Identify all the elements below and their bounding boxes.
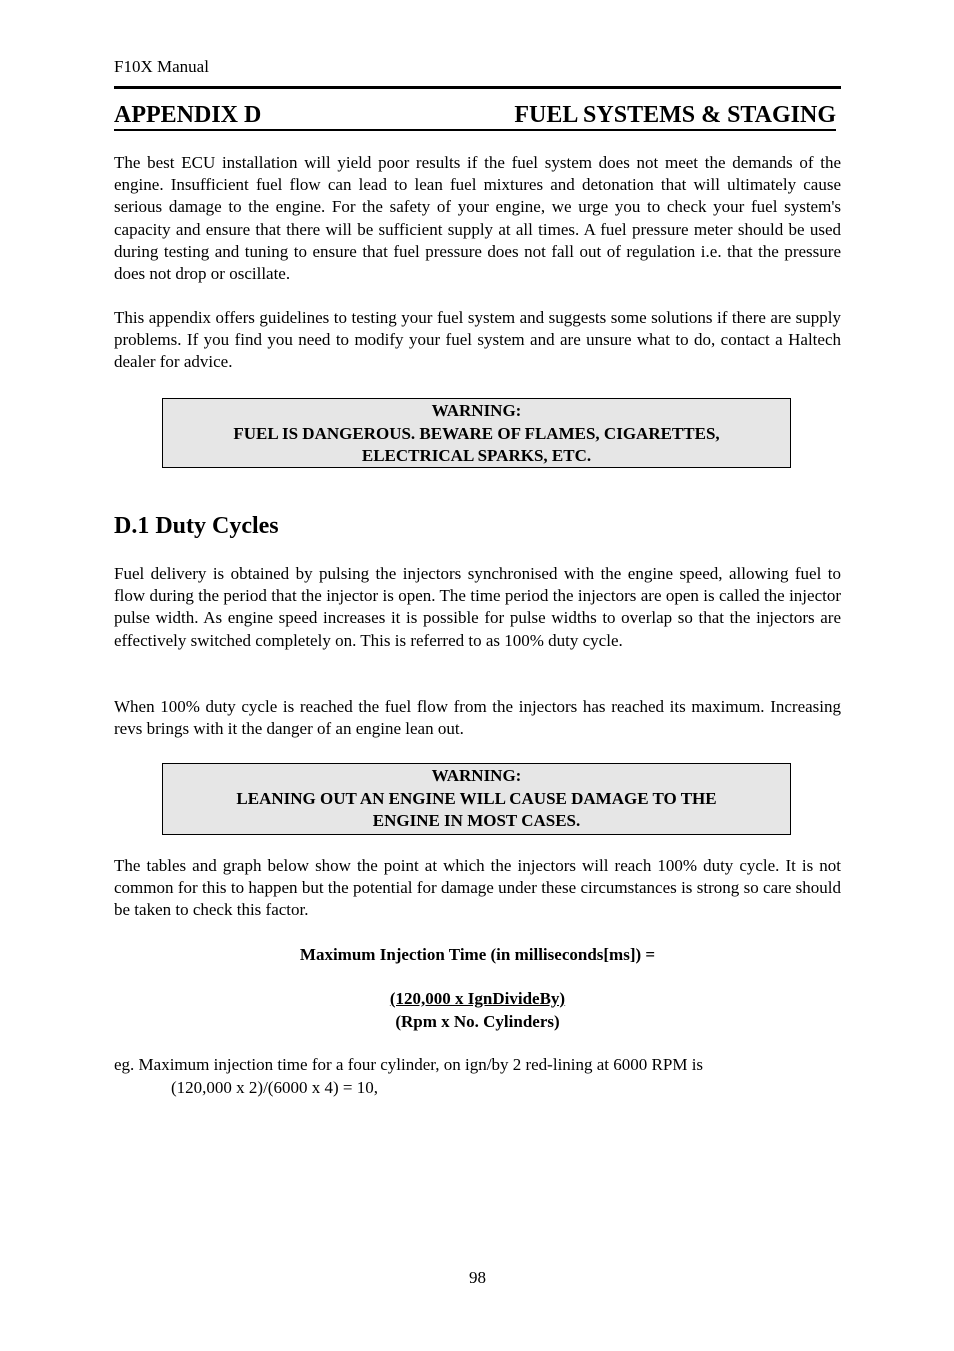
page-number: 98 — [469, 1268, 486, 1287]
example-line-2: (120,000 x 2)/(6000 x 4) = 10, — [171, 1077, 378, 1097]
example-calculation — [114, 1054, 841, 1099]
warning-heading: WARNING: — [431, 766, 522, 785]
warning-box-fuel — [162, 398, 791, 468]
formula-denominator: (Rpm x No. Cylinders) — [395, 1011, 560, 1031]
intro-paragraph-1: The best ECU installation will yield poor results if the fuel system does not meet the demands of the engine. Insufficient fuel flow can lead to lean fuel mixtures and detonation that will ultimately cause serious damage to the engine. For the safety of your engine, we urge you to check your fuel system's capacity and ensure that there will be sufficient supply at all times. A fuel pressure meter should be used during testing and tuning to ensure that fuel pressure does not fall out of regulation i.e. that the pressure does not drop or oscillate. — [114, 153, 841, 284]
duty-cycle-paragraph-1: Fuel delivery is obtained by pulsing the injectors synchronised with the engine speed, allowing fuel to flow during the period that the injector is open. The time period the injectors are open is called the injector pulse width. As engine speed increases it is possible for pulse widths to overlap so that the injectors are effectively switched completely on. This is referred to as 100% duty cycle. — [114, 564, 841, 650]
appendix-label: APPENDIX D — [114, 102, 262, 128]
formula-numerator: (120,000 x IgnDivideBy) — [389, 989, 566, 1008]
formula-label: Maximum Injection Time (in milliseconds[ms]) = — [299, 945, 656, 964]
header-rule — [114, 86, 841, 89]
running-header: F10X Manual — [114, 57, 209, 76]
warning-heading: WARNING: — [431, 401, 522, 420]
warning-line: ENGINE IN MOST CASES. — [372, 811, 581, 830]
example-line-1: eg. Maximum injection time for a four cylinder, on ign/by 2 red-lining at 6000 RPM is — [114, 1055, 704, 1074]
appendix-heading: FUEL SYSTEMS & STAGING — [514, 102, 836, 128]
formula-fraction — [114, 988, 841, 1033]
warning-line: LEANING OUT AN ENGINE WILL CAUSE DAMAGE TO THE — [236, 788, 717, 808]
section-title: D.1 Duty Cycles — [114, 513, 279, 539]
appendix-title — [114, 101, 836, 131]
duty-cycle-paragraph-3: The tables and graph below show the point at which the injectors will reach 100% duty cycle. It is not common for this to happen but the potential for damage under these circumstances is strong so care should be taken to check this factor. — [114, 856, 841, 920]
warning-box-lean — [162, 763, 791, 835]
duty-cycle-paragraph-2: When 100% duty cycle is reached the fuel flow from the injectors has reached its maximum. Increasing revs brings with it the danger of an engine lean out. — [114, 697, 841, 739]
intro-paragraph-2: This appendix offers guidelines to testing your fuel system and suggests some solutions if there are supply problems. If you find you need to modify your fuel system and are unsure what to do, contact a Haltech dealer for advice. — [114, 308, 841, 372]
warning-line: ELECTRICAL SPARKS, ETC. — [361, 446, 592, 465]
warning-line: FUEL IS DANGEROUS. BEWARE OF FLAMES, CIGARETTES, — [233, 423, 720, 443]
